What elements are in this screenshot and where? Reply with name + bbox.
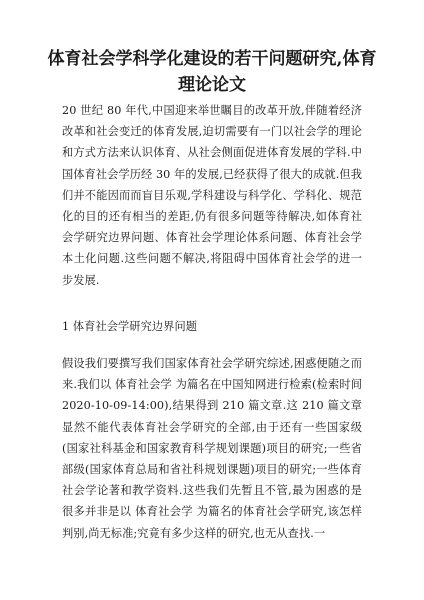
document-title: 体育社会学科学化建设的若干问题研究,体育理论论文 (47, 49, 377, 95)
section-paragraph: 假设我们要撰写我们国家体育社会学研究综述,困惑便随之而来.我们以 体育社会学 为篇名在中国知网进行检索(检索时间 2020-10-09-14:00),结果得到 210 篇文章.这 210 篇文章显然不能代表体育社会学研究的全部,由于还有一些国家级(国家社科基金和国家教育科学规划课题)项目的研究;一些省部级(国家体育总局和省社科规划课题)项目的研究;一些体育社会学论著和教学资料.这些我们先暂且不管,最为困惑的是很多并非是以 体育社会学 为篇名的体育社会学研究,该怎样判别,尚无标准;究竟有多少这样的研究,也无从查找.一 (62, 357, 362, 540)
intro-paragraph: 20 世纪 80 年代,中国迎来举世瞩目的改革开放,伴随着经济改革和社会变迁的体育发展,迫切需要有一门以社会学的理论和方式方法来认识体育、从社会侧面促进体育发展的学科.中国体育社会学历经 30 年的发展,已经获得了很大的成就.但我们并不能因而而盲目乐观,学科建设与科学化、学科化、规范化的目的还有相当的差距,仍有很多问题等待解决,如体育社会学研究边界问题、体育社会学理论体系问题、体育社会学本土化问题.这些问题不解决,将阻碍中国体育社会学的进一步发展. (62, 104, 362, 287)
section-heading: 1 体育社会学研究边界问题 (62, 320, 198, 333)
